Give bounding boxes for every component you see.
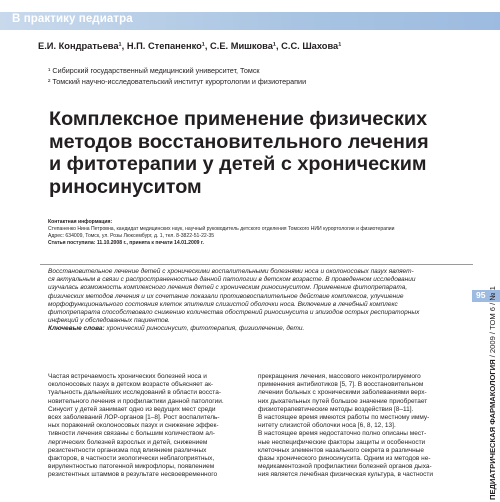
affiliations xyxy=(48,65,306,87)
contact-heading: Контактная информация: xyxy=(48,219,113,225)
abstract-line: морфофункционального состояния клеток эпителия слизистой оболочки носа. Включение в лечебный комплекс xyxy=(48,300,398,308)
abstract-line: фитопрепарата способствовало снижению количества обострений риносинусита и эпизодов острых респираторных xyxy=(48,309,420,317)
body-line: туальность дальнейших исследований в области восста- xyxy=(48,389,221,397)
affiliation-1: ¹ Сибирский государственный медицинский университет, Томск xyxy=(48,66,260,75)
title-line: и фитотерапии у детей с хроническим xyxy=(49,153,427,175)
header-bar xyxy=(0,0,500,32)
body-line: медикаментозной профилактики болезней органов дыха- xyxy=(258,463,432,471)
journal-name: ПЕДИАТРИЧЕСКАЯ ФАРМАКОЛОГИЯ xyxy=(488,359,497,500)
abstract-line: Восстановительное лечение детей с хроническими воспалительными болезнями носа и околоносовых пазух являет- xyxy=(48,268,414,275)
body-line: нитету слизистой оболочки носа [6, 8, 12, 13]. xyxy=(258,422,396,430)
title-line: Комплексное применение физических xyxy=(49,108,428,130)
body-line: В настоящее время имеются работы по местному имму- xyxy=(258,414,430,422)
authors: Е.И. Кондратьева¹, Н.П. Степаненко¹, С.Е. Мишкова¹, С.С. Шахова¹ xyxy=(38,41,342,51)
body-line: тивности лечения связаны с большим количеством ал- xyxy=(48,430,215,438)
body-line: В настоящее время недостаточно полно описаны мест- xyxy=(258,430,427,438)
keywords xyxy=(48,325,468,333)
contact-line: Степаненко Нина Петровна, кандидат медицинских наук, научный руководитель детского отделения Томского НИИ курортологии и физиотерапии xyxy=(48,225,395,232)
journal-side-text xyxy=(488,286,497,500)
section-title: В практику педиатра xyxy=(12,13,133,25)
body-line: ных поражений околоносовых пазух и снижение эффек- xyxy=(48,422,219,430)
abstract xyxy=(48,268,468,334)
body-line: фазы хронического риносинусита. Одним из методов не- xyxy=(258,455,431,463)
body-line: резистентности организма под влиянием различных xyxy=(48,446,207,454)
body-line: лергических болезней взрослых и детей, снижением xyxy=(48,438,208,446)
keywords-label: Ключевые слова: xyxy=(48,325,105,333)
body-line: новительного лечения и профилактики данной патологии. xyxy=(48,397,224,405)
body-column-right xyxy=(258,373,468,480)
body-line: факторов, в частности экологически неблагоприятных, xyxy=(48,455,215,463)
abstract-line: инфекций у обследованных пациентов. xyxy=(48,317,170,325)
affiliation-2: ² Томский научно-исследовательский институт курортологии и физиотерапии xyxy=(48,77,307,86)
page-number: 95 xyxy=(476,290,486,300)
journal-issue: / 2009 / ТОМ 6 / № 1 xyxy=(488,286,497,360)
body-line: них дыхательных путей большое значение приобретает xyxy=(258,397,428,405)
contact-line: Адрес: 634009, Томск, ул. Розы Люксембург, д. 1, тел. 8-3822-51-22-35 xyxy=(48,232,215,239)
contact-info xyxy=(48,219,468,247)
body-line: физиотерапевтические методы воздействия [8–11]. xyxy=(258,405,414,413)
body-line: ные неспецифические факторы защиты и особенности xyxy=(258,438,426,446)
contact-line: Статья поступила: 11.10.2008 г., принята к печати 14.01.2009 г. xyxy=(48,239,204,246)
body-line: Частая встречаемость хронических болезней носа и xyxy=(48,373,207,380)
abstract-divider xyxy=(40,264,473,265)
abstract-line: ся актуальным в связи с распространенностью данной патологии в детском возрасте. В проведенном исследовании xyxy=(48,276,416,284)
abstract-line: изучалась возможность комплексного лечения детей с хроническим риносинуситом. Применение фитопрепарата, xyxy=(48,284,408,292)
body-line: клеточных элементов назального секрета в различные xyxy=(258,446,425,454)
abstract-line: физических методов лечения и их сочетание показали противовоспалительное действие комплексов, улучшение xyxy=(48,292,404,300)
body-line: околоносовых пазух в детском возрасте объясняет ак- xyxy=(48,381,214,389)
body-line: прекращения лечения, массового неконтролируемого xyxy=(258,373,421,380)
body-line: ния является лечебная физическая культура, в частности xyxy=(258,471,434,479)
body-line: Синусит у детей занимает одно из ведущих мест среди xyxy=(48,405,216,413)
body-line: вирулентностью патогенной микрофлоры, появлением xyxy=(48,463,215,471)
keywords-text: хронический риносинусит, фитотерапия, физиолечение, дети. xyxy=(104,325,305,333)
body-column-left xyxy=(48,373,248,480)
body-line: резистентных штаммов в результате несвоевременного xyxy=(48,471,218,479)
title-line: методов восстановительного лечения xyxy=(49,130,429,153)
body-line: применения антибиотиков [5, 7]. В восстановительном xyxy=(258,381,424,389)
body-line: лечении больных с хроническими заболеваниями верх- xyxy=(258,389,427,397)
title-line: риносинуситом xyxy=(49,175,202,198)
article-title xyxy=(49,108,439,198)
body-line: всех заболеваний ЛОР-органов [1–8]. Рост воспалитель- xyxy=(48,414,220,422)
journal-side-label xyxy=(488,286,498,502)
